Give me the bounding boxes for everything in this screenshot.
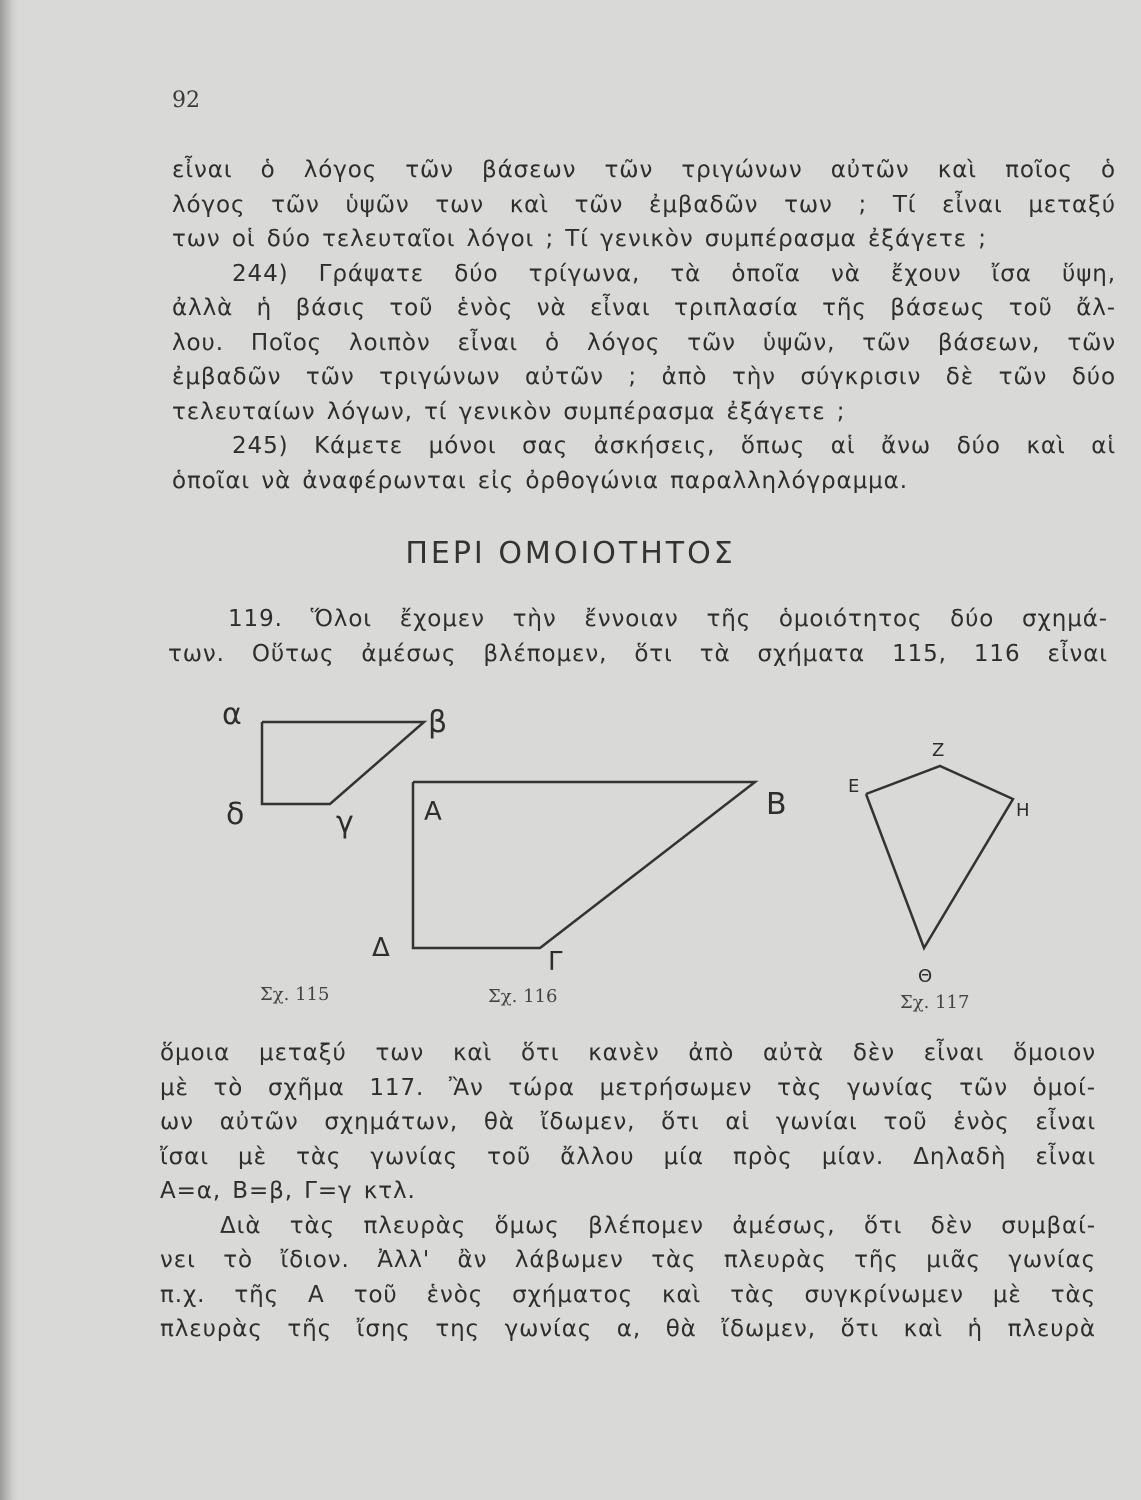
quadrilateral-117 xyxy=(866,766,1013,948)
figure-116 xyxy=(372,782,787,1007)
vertex-label: Ε xyxy=(848,776,860,797)
paragraph-119 xyxy=(168,602,1108,671)
text-line: τελευταίων λόγων, τί γενικὸν συμπέρασμα ἐξάγετε ; xyxy=(172,398,846,425)
text-line: π.χ. τῆς Α τοῦ ἑνὸς σχήματος καὶ τὰς συγκρίνωμεν μὲ τὰς xyxy=(160,1281,1096,1308)
vertex-label: Δ xyxy=(372,933,390,963)
text-line: εἶναι ὁ λόγος τῶν βάσεων τῶν τριγώνων αὐτῶν καὶ ποῖος ὁ xyxy=(172,157,1116,183)
figures-svg xyxy=(0,680,1141,1020)
text-line: ἐμβαδῶν τῶν τριγώνων αὐτῶν ; ἀπὸ τὴν σύγκρισιν δὲ τῶν δύο xyxy=(172,364,1116,390)
page-number: 92 xyxy=(172,88,200,113)
similarity-text xyxy=(160,1036,1096,1347)
vertex-label: Β xyxy=(766,787,787,822)
text-line: μὲ τὸ σχῆμα 117. Ἂν τώρα μετρήσωμεν τὰς γωνίας τῶν ὁμοί- xyxy=(160,1074,1096,1101)
text-line: πλευρὰς τῆς ἴσης της γωνίας α, θὰ ἴδωμεν, ὅτι καὶ ἡ πλευρὰ xyxy=(160,1316,1096,1342)
text-line: 244) Γράψατε δύο τρίγωνα, τὰ ὁποῖα νὰ ἔχουν ἴσα ὕψη, xyxy=(232,260,1116,287)
text-line: 119. Ὅλοι ἔχομεν τὴν ἔννοιαν τῆς ὁμοιότητος δύο σχημά- xyxy=(228,606,1108,632)
vertex-label: α xyxy=(222,697,242,732)
vertex-label: Ζ xyxy=(932,740,945,761)
vertex-label: Α xyxy=(424,797,442,827)
vertex-label: γ xyxy=(336,805,354,840)
figure-caption: Σχ. 116 xyxy=(488,986,558,1007)
figure-caption: Σχ. 117 xyxy=(900,992,970,1013)
text-line: ων αὐτῶν σχημάτων, θὰ ἴδωμεν, ὅτι αἱ γωνίαι τοῦ ἑνὸς εἶναι xyxy=(160,1109,1096,1135)
vertex-label: δ xyxy=(226,797,245,832)
text-line: ἀλλὰ ἡ βάσις τοῦ ἑνὸς νὰ εἶναι τριπλασία τῆς βάσεως τοῦ ἄλ- xyxy=(172,295,1116,321)
vertex-label: β xyxy=(428,705,448,740)
text-line: νει τὸ ἴδιον. Ἀλλ' ἂν λάβωμεν τὰς πλευρὰς τῆς μιᾶς γωνίας xyxy=(160,1247,1096,1273)
section-heading: ΠΕΡΙ ΟΜΟΙΟΤΗΤΟΣ xyxy=(405,536,736,571)
vertex-label: Γ xyxy=(548,947,563,977)
trapezoid-116 xyxy=(413,782,755,948)
figures-area xyxy=(0,680,1141,1020)
trapezoid-115 xyxy=(262,722,424,804)
vertex-label: Θ xyxy=(918,966,933,987)
vertex-label: Η xyxy=(1016,800,1030,821)
text-line: Διὰ τὰς πλευρὰς ὅμως βλέπομεν ἀμέσως, ὅτι δὲν συμβαί- xyxy=(220,1212,1096,1239)
text-line: λου. Ποῖος λοιπὸν εἶναι ὁ λόγος τῶν ὑψῶν, τῶν βάσεων, τῶν xyxy=(172,329,1116,356)
text-line: Α=α, Β=β, Γ=γ κτλ. xyxy=(160,1178,416,1204)
figure-117 xyxy=(848,740,1030,1013)
text-line: των οἱ δύο τελευταῖοι λόγοι ; Τί γενικὸν συμπέρασμα ἐξάγετε ; xyxy=(172,226,987,252)
text-line: λόγος τῶν ὑψῶν των καὶ τῶν ἐμβαδῶν των ; Τί εἶναι μεταξύ xyxy=(172,191,1116,218)
text-line: των. Οὕτως ἀμέσως βλέπομεν, ὅτι τὰ σχήματα 115, 116 εἶναι xyxy=(168,640,1108,667)
exercise-text xyxy=(172,153,1116,498)
text-line: ὅμοια μεταξύ των καὶ ὅτι κανὲν ἀπὸ αὐτὰ δὲν εἶναι ὅμοιον xyxy=(160,1040,1096,1066)
text-line: ἴσαι μὲ τὰς γωνίας τοῦ ἄλλου μία πρὸς μίαν. Δηλαδὴ εἶναι xyxy=(160,1143,1096,1170)
text-line: ὁποῖαι νὰ ἀναφέρωνται εἰς ὀρθογώνια παραλληλόγραμμα. xyxy=(172,467,908,494)
figure-caption: Σχ. 115 xyxy=(260,984,330,1005)
text-line: 245) Κάμετε μόνοι σας ἀσκήσεις, ὅπως αἱ ἄνω δύο καὶ αἱ xyxy=(232,433,1116,459)
